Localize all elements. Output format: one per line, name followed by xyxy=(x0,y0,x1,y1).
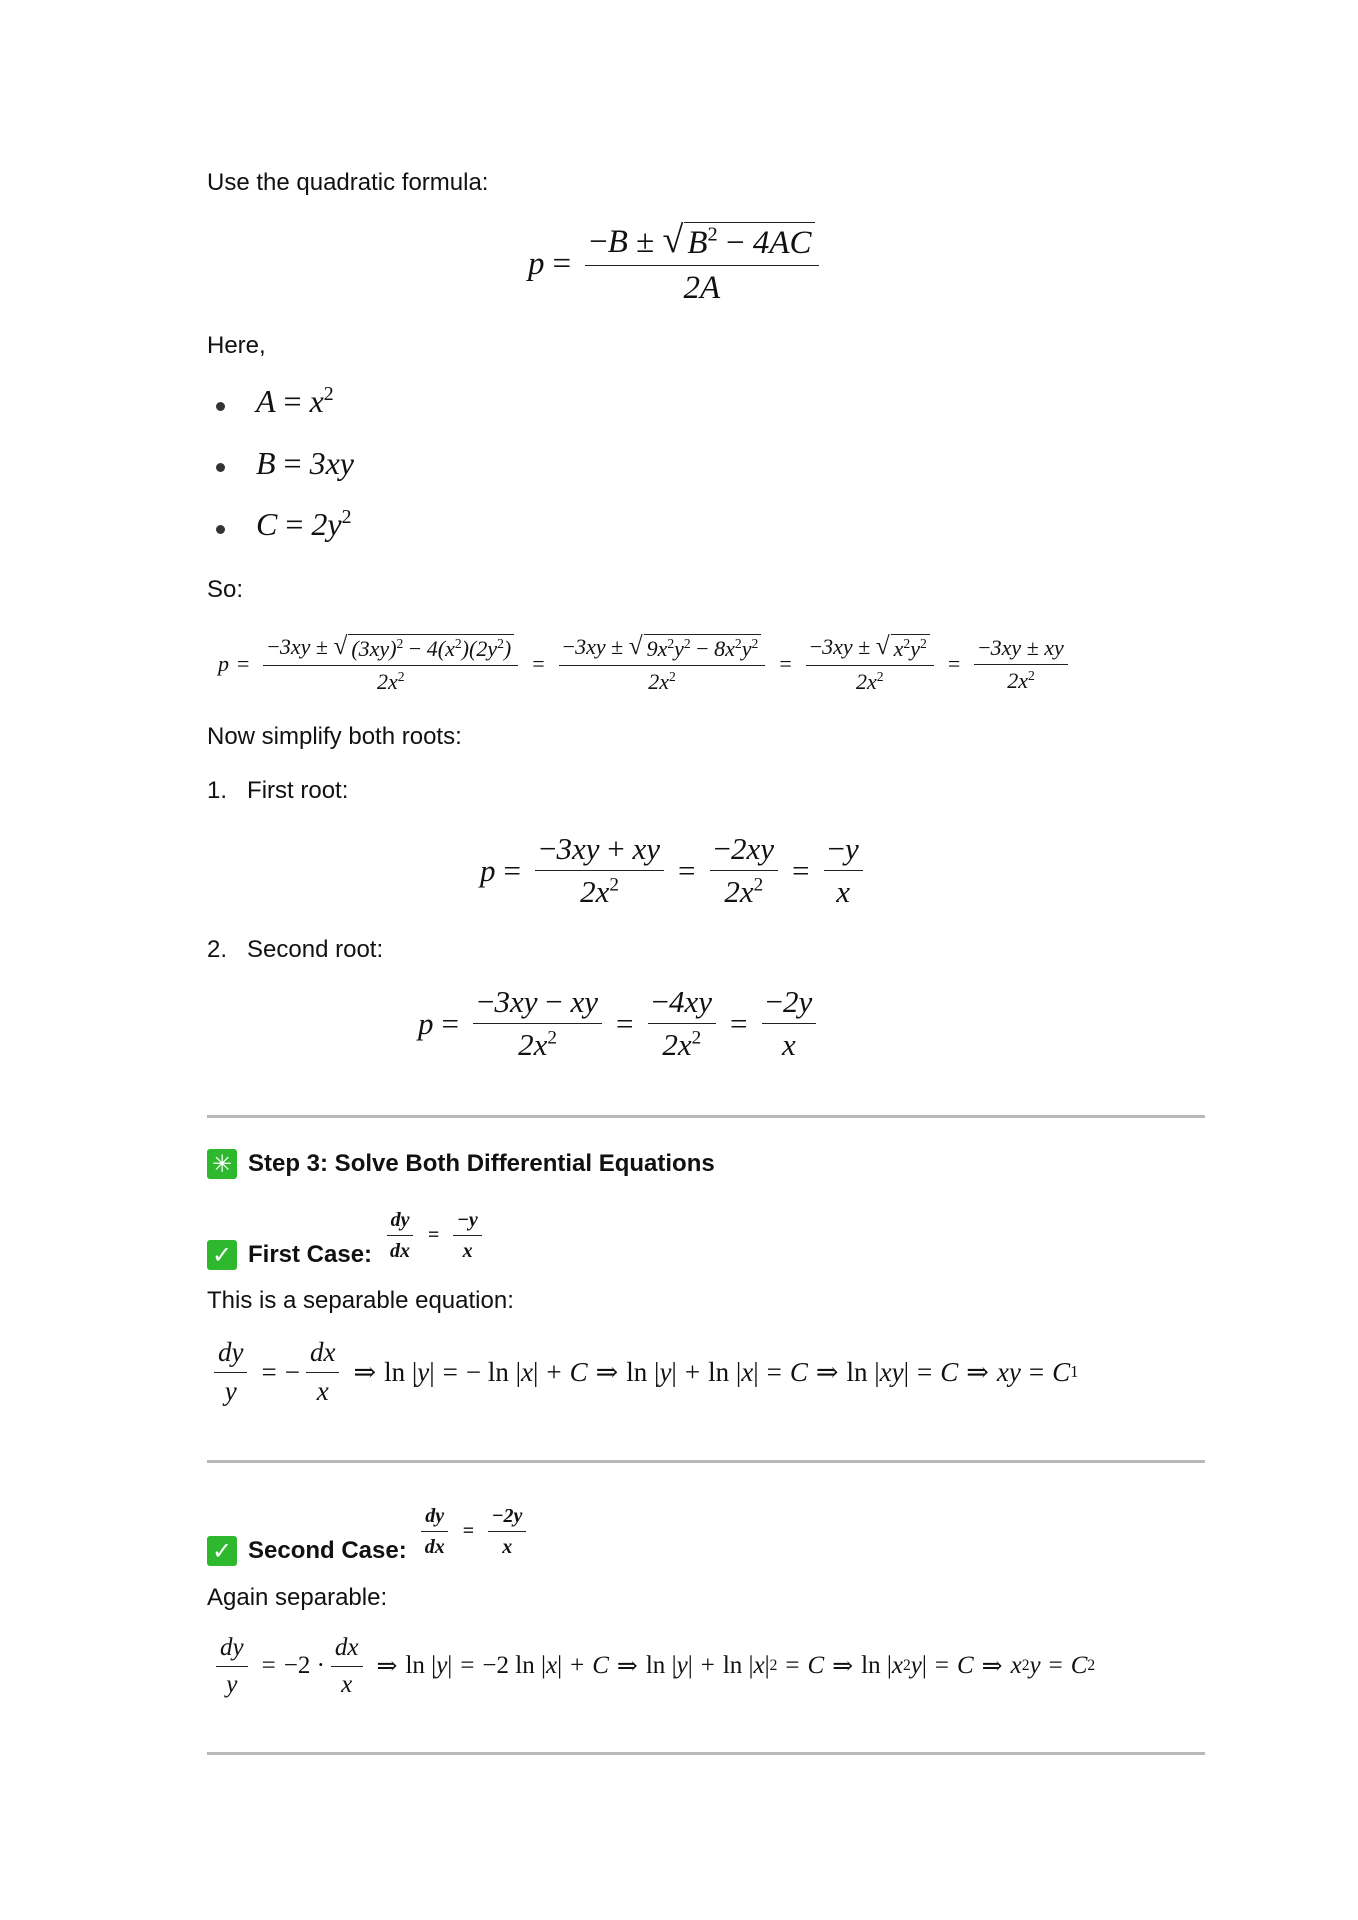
eight-spoked-asterisk-icon: ✳ xyxy=(207,1149,237,1179)
list-number: 1. xyxy=(207,777,228,804)
step3-heading xyxy=(207,1149,715,1179)
check-mark-icon: ✓ xyxy=(207,1240,237,1270)
substitution-equation: p = −3xy ± √ $(3xy)^2 - 4(x^2)(2y^2)$ $2x^2$ = −3xy ± √ $9x^2y^2 - 8x^2y^2$ $2x^2$ = −3xy ± √ $x^2y^2$ $2x^2$ = $\frac{-3xy \pm xy}{2x^2}$ xyxy=(218,634,1074,694)
first-root-item xyxy=(207,777,348,805)
again-separable-text: Again separable: xyxy=(207,1584,388,1611)
second-root-item xyxy=(207,936,383,964)
coefficient-c: C = $2y^2$ xyxy=(256,506,352,542)
here-text: Here, xyxy=(207,332,266,359)
list-label: Second root: xyxy=(247,936,384,963)
separable-text: This is a separable equation: xyxy=(207,1287,514,1314)
list-label: First root: xyxy=(247,777,349,804)
first-root-equation: p = $\frac{-3xy + xy}{2x^2}$ = $\frac{-2xy}{2x^2}$ = $\frac{-y}{x}$ xyxy=(480,832,869,909)
intro-text: Use the quadratic formula: xyxy=(207,169,489,196)
so-text: So: xyxy=(207,576,244,603)
list-number: 2. xyxy=(207,936,228,963)
second-root-equation: p = $\frac{-3xy - xy}{2x^2}$ = $\frac{-4xy}{2x^2}$ = $\frac{-2y}{x}$ xyxy=(418,985,822,1062)
first-case-solution: $\frac{dy}{y}$ = − $\frac{dx}{x}$ ⇒ ln | y | = − ln | x | + C ⇒ ln | y | + ln | x | = C ⇒ ln | xy | = C ⇒ xy = C 1 xyxy=(208,1338,1079,1406)
bullet-marker xyxy=(216,525,225,534)
second-case-solution: $\frac{dy}{y}$ = −2 · $\frac{dx}{x}$ ⇒ ln | y | = −2 ln | x | + C ⇒ ln | y | + ln | x | 2 = C ⇒ ln | x 2 y | = C ⇒ x 2 y = C 2 xyxy=(210,1634,1095,1698)
coefficient-a: A = $x^2$ xyxy=(256,383,334,419)
bullet-marker xyxy=(216,463,225,472)
simplify-text: Now simplify both roots: xyxy=(207,723,462,750)
section-divider xyxy=(207,1115,1205,1118)
bullet-marker xyxy=(216,402,225,411)
second-case-equation: $\frac{dy}{dx}$ = $\frac{-2y}{x}$ xyxy=(415,1505,533,1558)
second-case-heading xyxy=(207,1496,532,1566)
step3-title: Step 3: Solve Both Differential Equations xyxy=(248,1150,715,1177)
check-mark-icon: ✓ xyxy=(207,1536,237,1566)
section-divider xyxy=(207,1752,1205,1755)
second-case-label: Second Case: xyxy=(248,1537,407,1564)
first-case-heading xyxy=(207,1200,488,1270)
first-case-equation: $\frac{dy}{dx}$ = $\frac{-y}{x}$ xyxy=(380,1209,488,1262)
first-case-label: First Case: xyxy=(248,1241,373,1268)
quadratic-formula: p = −B ± √ $B^2 - 4AC$ 2A xyxy=(528,222,825,307)
section-divider xyxy=(207,1460,1205,1463)
coefficient-b: B = 3xy xyxy=(256,445,354,481)
